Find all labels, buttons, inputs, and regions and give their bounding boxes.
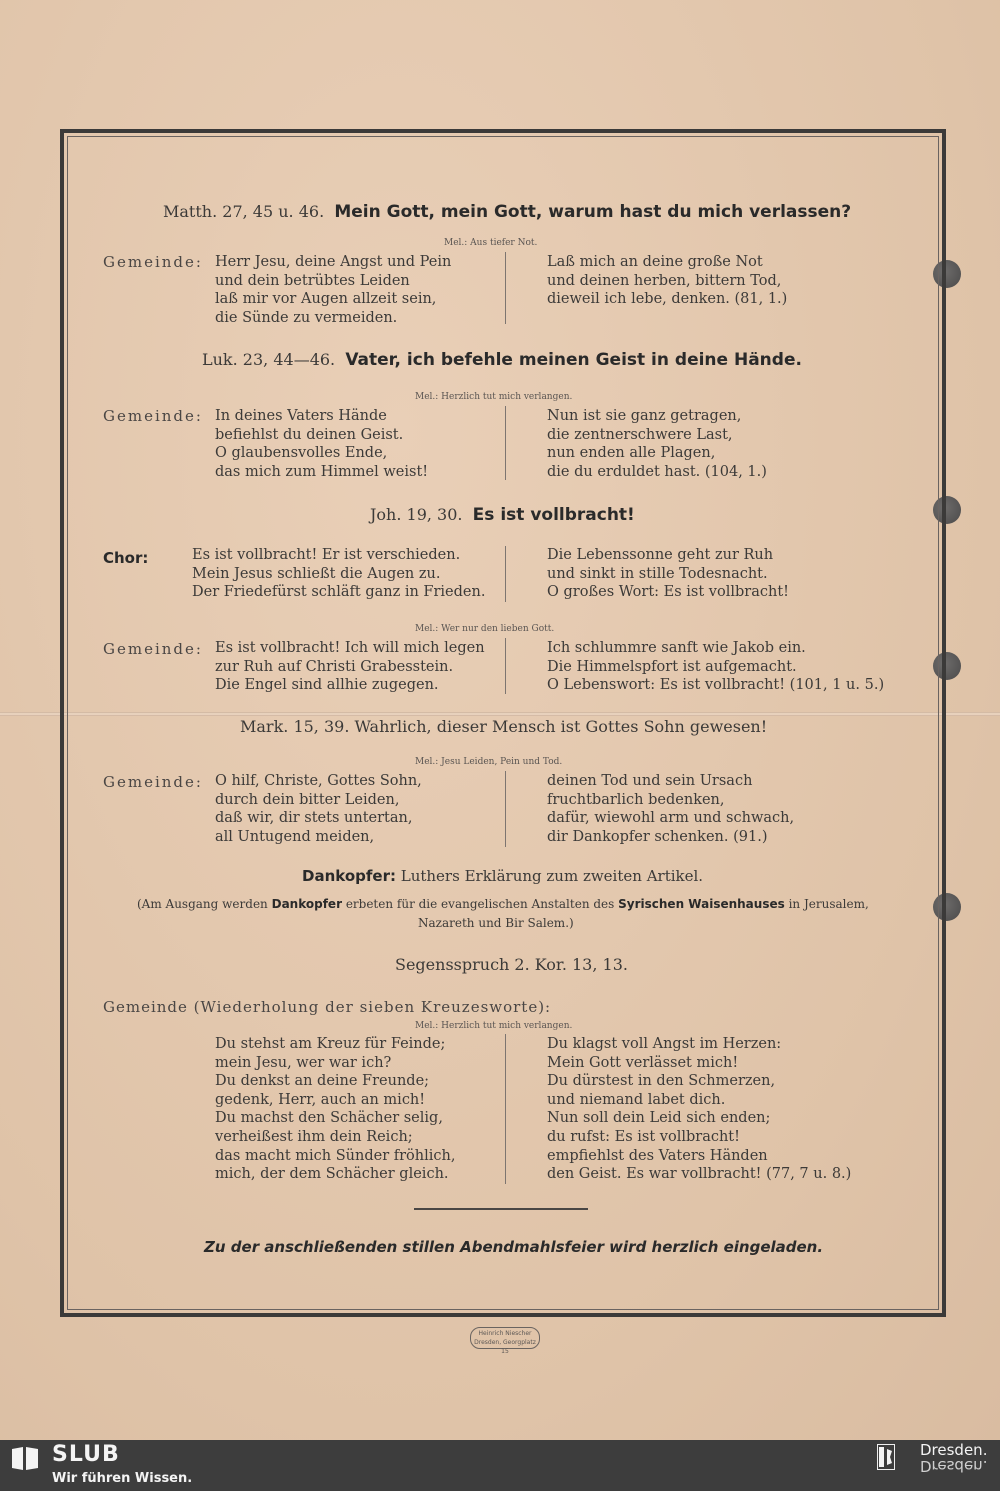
section-heading: Mark. 15, 39. Wahrlich, dieser Mensch ist Gottes Sohn gewesen! xyxy=(240,717,768,736)
offering-note: (Am Ausgang werden Dankopfer erbeten für die evangelischen Anstalten des Syrischen Waisenhauses in Jerusalem, xyxy=(137,897,869,911)
column-divider xyxy=(505,546,506,602)
column-divider xyxy=(505,638,506,694)
choir-left: Es ist vollbracht! Er ist verschieden. Mein Jesus schließt die Augen zu. Der Friedefürst schläft ganz in Frieden. xyxy=(192,547,486,601)
choir-label: Chor: xyxy=(103,549,149,567)
section-heading: Luk. 23, 44—46. Vater, ich befehle meinen Geist in deine Hände. xyxy=(202,350,802,370)
verse-right: Nun ist sie ganz getragen, die zentnerschwere Last, nun enden alle Plagen, die du erduldet hast. (104, 1.) xyxy=(547,408,767,480)
dresden-logo-text[interactable]: Dresden. xyxy=(920,1441,988,1459)
verse-left: Es ist vollbracht! Ich will mich legen zur Ruh auf Christi Grabesstein. Die Engel sind allhie zugegen. xyxy=(215,640,485,694)
slub-logo-icon xyxy=(10,1446,40,1472)
speaker-label: Gemeinde (Wiederholung der sieben Kreuzesworte): xyxy=(103,998,552,1016)
speaker-label: Gemeinde: xyxy=(103,640,203,658)
speaker-label: Gemeinde: xyxy=(103,253,203,271)
offering-note-cont: Nazareth und Bir Salem.) xyxy=(418,916,574,930)
section-heading: Joh. 19, 30. Es ist vollbracht! xyxy=(370,505,635,525)
melody-note: Mel.: Aus tiefer Not. xyxy=(444,238,538,248)
closing-invitation: Zu der anschließenden stillen Abendmahlsfeier wird herzlich eingeladen. xyxy=(204,1238,824,1256)
verse-left: O hilf, Christe, Gottes Sohn, durch dein bitter Leiden, daß wir, dir stets untertan, all Untugend meiden, xyxy=(215,773,422,845)
verse-left: Herr Jesu, deine Angst und Pein und dein betrübtes Leiden laß mir vor Augen allzeit sein, die Sünde zu vermeiden. xyxy=(215,254,452,326)
dresden-logo-reflection: Dresden. xyxy=(920,1457,988,1475)
verse-right: Du klagst voll Angst im Herzen: Mein Gott verlässet mich! Du dürstest in den Schmerzen, und niemand labet dich. Nun soll dein Leid sich enden; du rufst: Es ist vollbracht! empfiehlst des Vaters Händen den Geist. Es war vollbracht! (77, 7 u. 8.) xyxy=(547,1036,852,1183)
offering-line: Dankopfer: Luthers Erklärung zum zweiten Artikel. xyxy=(302,867,704,885)
slub-tagline: Wir führen Wissen. xyxy=(52,1471,193,1486)
separator-rule xyxy=(414,1208,588,1210)
slub-name[interactable]: SLUB xyxy=(52,1442,120,1467)
column-divider xyxy=(505,771,506,847)
column-divider xyxy=(505,1034,506,1184)
section-heading: Matth. 27, 45 u. 46. Mein Gott, mein Gott, warum hast du mich verlassen? xyxy=(163,202,852,222)
melody-note: Mel.: Herzlich tut mich verlangen. xyxy=(415,392,573,402)
melody-note: Mel.: Jesu Leiden, Pein und Tod. xyxy=(415,757,563,767)
choir-right: Die Lebenssonne geht zur Ruh und sinkt in stille Todesnacht. O großes Wort: Es ist vollbracht! xyxy=(547,547,789,601)
dresden-crest-icon xyxy=(877,1444,895,1470)
verse-left: Du stehst am Kreuz für Feinde; mein Jesu, wer war ich? Du denkst an deine Freunde; gedenk, Herr, auch an mich! Du machst den Schächer selig, verheißest ihm dein Reich; das macht mich Sünder fröhlich, mich, der dem Schächer gleich. xyxy=(215,1036,456,1183)
speaker-label: Gemeinde: xyxy=(103,773,203,791)
column-divider xyxy=(505,406,506,480)
speaker-label: Gemeinde: xyxy=(103,407,203,425)
printer-stamp: Heinrich Niescher Dresden, Georgplatz 15 xyxy=(470,1327,540,1349)
verse-right: Ich schlummre sanft wie Jakob ein. Die Himmelspfort ist aufgemacht. O Lebenswort: Es ist vollbracht! (101, 1 u. 5.) xyxy=(547,640,885,694)
column-divider xyxy=(505,252,506,324)
verse-left: In deines Vaters Hände befiehlst du deinen Geist. O glaubensvolles Ende, das mich zum Himmel weist! xyxy=(215,408,429,480)
blessing-line: Segensspruch 2. Kor. 13, 13. xyxy=(395,955,628,974)
melody-note: Mel.: Wer nur den lieben Gott. xyxy=(415,624,555,634)
melody-note: Mel.: Herzlich tut mich verlangen. xyxy=(415,1021,573,1031)
verse-right: deinen Tod und sein Ursach fruchtbarlich bedenken, dafür, wiewohl arm und schwach, dir Dankopfer schenken. (91.) xyxy=(547,773,795,845)
verse-right: Laß mich an deine große Not und deinen herben, bittern Tod, dieweil ich lebe, denken. (81, 1.) xyxy=(547,254,788,308)
viewer-footer xyxy=(0,1440,1000,1491)
